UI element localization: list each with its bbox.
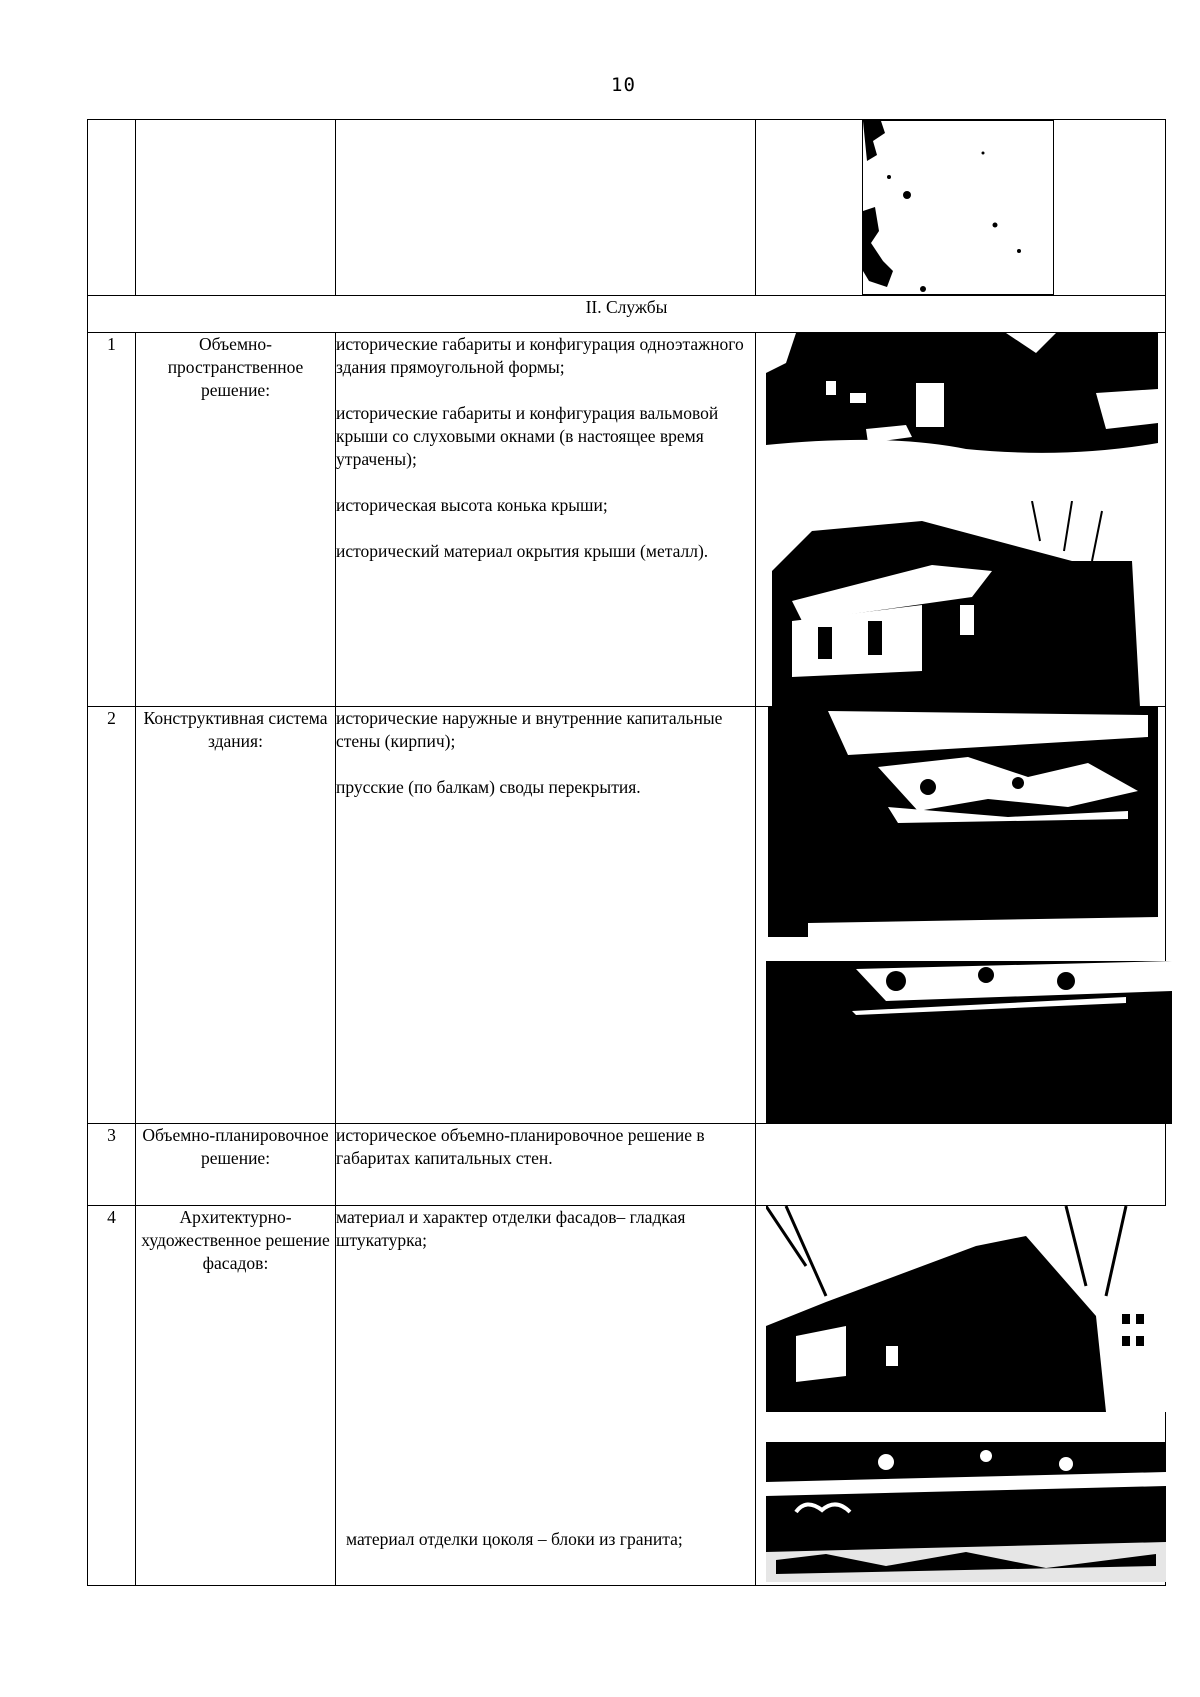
table-row (88, 1206, 1166, 1586)
photo-cell (756, 1124, 1166, 1206)
description-item: исторические габариты и конфигурация вальмовой крыши со слуховыми окнами (в настоящее время утрачены); (336, 403, 719, 469)
attribute-name: Объемно-планировочное решение: (136, 1124, 336, 1206)
description-item: материал и характер отделки фасадов– гладкая штукатурка; (336, 1207, 686, 1250)
number-cell (88, 120, 136, 296)
table-row (88, 1124, 1166, 1206)
attribute-name: Объемно-пространственное решение: (136, 333, 336, 707)
section-heading: II. Службы (88, 296, 1166, 333)
continuation-row (88, 120, 1166, 296)
table-row (88, 707, 1166, 1124)
description-cell (336, 1124, 756, 1206)
page-number: 10 (611, 74, 636, 96)
row-number: 3 (88, 1124, 136, 1206)
continued-photo (862, 120, 1054, 295)
building-photo (772, 501, 1140, 707)
facade-photo (766, 1206, 1166, 1412)
building-photo (766, 333, 1158, 479)
description-cell (336, 707, 756, 1124)
wall-photo (766, 961, 1172, 1124)
row-number: 1 (88, 333, 136, 707)
wall-photo (768, 707, 1158, 937)
section-heading-row (88, 296, 1166, 333)
description-item: историческая высота конька крыши; (336, 495, 608, 515)
description-item: исторические наружные и внутренние капитальные стены (кирпич); (336, 708, 723, 751)
table-row (88, 333, 1166, 707)
description-item: исторические габариты и конфигурация одноэтажного здания прямоугольной формы; (336, 334, 744, 377)
photo-cell (756, 1206, 1166, 1586)
description-item: материал отделки цоколя – блоки из гранита; (346, 1529, 683, 1549)
photo-cell (756, 120, 1166, 296)
attribute-name: Архитектурно-художественное решение фасадов: (136, 1206, 336, 1586)
description-item: прусские (по балкам) своды перекрытия. (336, 777, 641, 797)
plinth-photo (766, 1442, 1166, 1582)
row-number: 4 (88, 1206, 136, 1586)
description-cell (336, 1206, 756, 1586)
photo-cell (756, 333, 1166, 707)
attribute-name: Конструктивная система здания: (136, 707, 336, 1124)
attribute-cell (136, 120, 336, 296)
protected-features-table (87, 119, 1166, 1586)
photo-cell (756, 707, 1166, 1124)
description-item: историческое объемно-планировочное решение в габаритах капитальных стен. (336, 1125, 705, 1168)
description-item: исторический материал окрытия крыши (металл). (336, 541, 709, 561)
description-cell (336, 333, 756, 707)
row-number: 2 (88, 707, 136, 1124)
description-cell (336, 120, 756, 296)
